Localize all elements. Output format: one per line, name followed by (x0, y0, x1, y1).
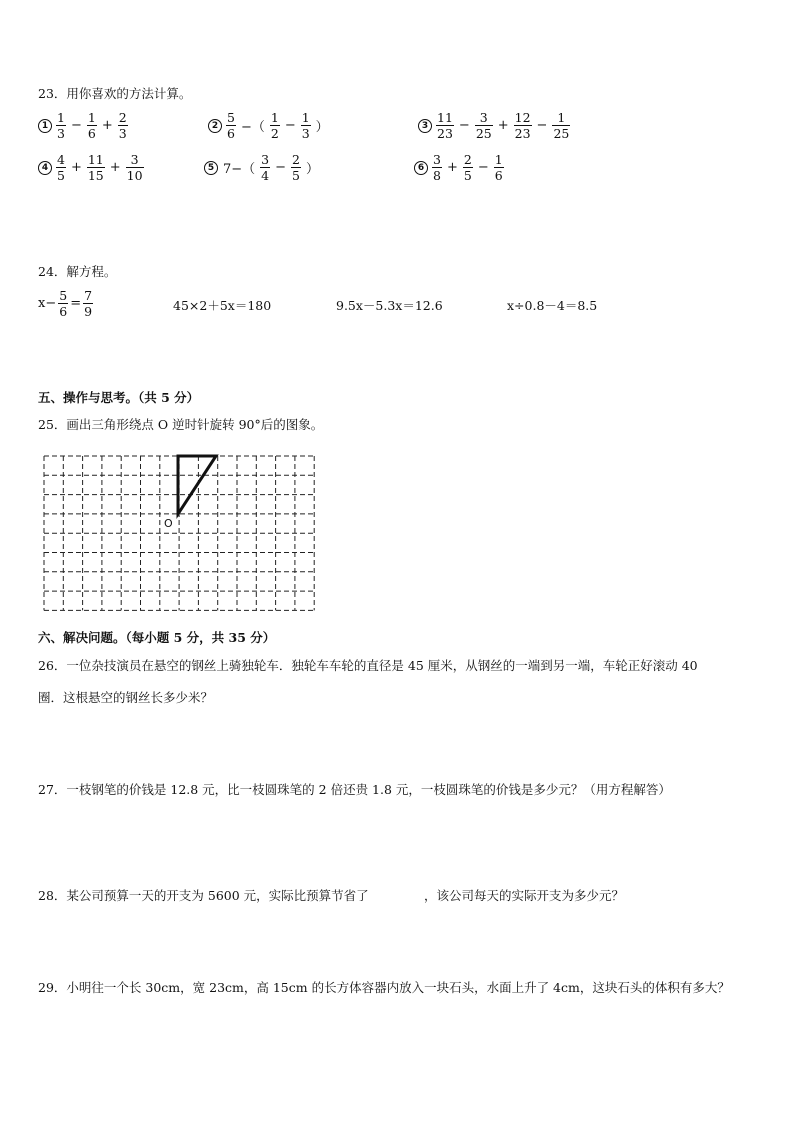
operator: ） (315, 120, 329, 135)
fraction-denominator: 25 (475, 126, 492, 141)
fraction-denominator: 25 (553, 126, 570, 141)
item-number-circle: 4 (38, 161, 52, 175)
operator: ） (305, 162, 319, 177)
q28-text-part-1: 28．某公司预算一天的开支为 5600 元，实际比预算节省了 (38, 888, 369, 903)
fraction (475, 110, 493, 141)
fraction (432, 152, 442, 183)
fraction-numerator: 3 (479, 110, 488, 125)
fraction (260, 152, 270, 183)
q23-item-3 (418, 110, 572, 141)
q24-equation-2: 45×2＋5x＝180 (173, 298, 272, 313)
operator: + (497, 118, 509, 133)
eq1-fraction-right (83, 288, 93, 319)
fraction (118, 110, 128, 141)
fraction-numerator: 1 (557, 110, 566, 125)
fraction-numerator: 1 (301, 110, 310, 125)
fraction (552, 110, 570, 141)
fraction-numerator: 3 (433, 152, 441, 167)
fraction-numerator: 3 (130, 152, 139, 167)
fraction-numerator: 5 (227, 110, 235, 125)
section-5-heading: 五、操作与思考。（共 5 分） (38, 390, 200, 405)
fraction-denominator: 3 (118, 126, 127, 141)
q25-title: 25．画出三角形绕点 O 逆时针旋转 90°后的图象。 (38, 417, 324, 432)
eq1-fraction-left (58, 288, 68, 319)
fraction-numerator: 11 (437, 110, 453, 125)
fraction-denominator: 9 (84, 304, 93, 319)
q26-line-2: 圈．这根悬空的钢丝长多少米？ (38, 690, 214, 705)
operator: − (458, 118, 470, 133)
operator: − (70, 118, 82, 133)
fraction-numerator: 1 (87, 110, 96, 125)
q24-title: 24．解方程。 (38, 264, 117, 279)
fraction-numerator: 4 (57, 152, 65, 167)
fraction-numerator: 1 (57, 110, 65, 125)
fraction-denominator: 5 (57, 168, 65, 183)
section-6-heading: 六、解决问题。（每小题 5 分，共 35 分） (38, 630, 276, 645)
point-o-label: O (164, 517, 173, 530)
fraction-numerator: 2 (292, 152, 300, 167)
fraction (56, 152, 66, 183)
fraction-denominator: 6 (59, 304, 68, 319)
item-number-circle: 1 (38, 119, 52, 133)
operator: −（ (240, 120, 265, 135)
fraction-denominator: 23 (437, 126, 453, 141)
triangle (178, 456, 216, 514)
operator: − (477, 160, 489, 175)
q23-item-1 (38, 110, 130, 141)
rotation-grid (40, 452, 318, 614)
fraction-denominator: 5 (292, 168, 300, 183)
fraction (436, 110, 454, 141)
fraction (226, 110, 236, 141)
q24-equation-1 (38, 288, 95, 319)
fraction-denominator: 2 (270, 126, 279, 141)
q23-title: 23．用你喜欢的方法计算。 (38, 86, 192, 101)
operator: + (101, 118, 113, 133)
operator: − (536, 118, 548, 133)
operator: 7−（ (223, 162, 256, 177)
fraction-denominator: 3 (301, 126, 310, 141)
fraction-denominator: 15 (87, 168, 104, 183)
fraction-denominator: 3 (57, 126, 65, 141)
fraction (56, 110, 66, 141)
q29-text: 29．小明往一个长 30cm，宽 23cm，高 15cm 的长方体容器内放入一块石头，水面上升了 4cm，这块石头的体积有多大？ (38, 980, 730, 995)
eq1-prefix: x− (38, 296, 57, 311)
q23-item-2 (208, 110, 332, 141)
fraction (291, 152, 301, 183)
q23-item-4 (38, 152, 146, 183)
fraction-denominator: 6 (494, 168, 503, 183)
operator: + (70, 160, 82, 175)
fraction-numerator: 2 (118, 110, 127, 125)
q28-text-part-2: ，该公司每天的实际开支为多少元？ (424, 888, 625, 903)
fraction-numerator: 3 (261, 152, 270, 167)
fraction-numerator: 1 (270, 110, 279, 125)
operator: − (284, 118, 296, 133)
fraction-numerator: 2 (463, 152, 472, 167)
operator: − (275, 160, 287, 175)
fraction-numerator: 12 (514, 110, 531, 125)
item-number-circle: 3 (418, 119, 432, 133)
q23-item-5 (204, 152, 322, 183)
fraction (270, 110, 280, 141)
fraction-denominator: 4 (261, 168, 270, 183)
q24-equation-4: x÷0.8－4＝8.5 (507, 298, 598, 313)
fraction-denominator: 10 (126, 168, 143, 183)
operator: + (446, 160, 458, 175)
q24-equation-3: 9.5x－5.3x＝12.6 (336, 298, 443, 313)
q26-line-1: 26．一位杂技演员在悬空的钢丝上骑独轮车．独轮车车轮的直径是 45 厘米，从钢丝的一端到另一端，车轮正好滚动 40 (38, 658, 698, 673)
fraction-denominator: 6 (227, 126, 235, 141)
fraction (87, 152, 105, 183)
eq1-equals: = (70, 296, 82, 311)
q23-item-6 (414, 152, 506, 183)
fraction-denominator: 6 (87, 126, 96, 141)
item-number-circle: 2 (208, 119, 222, 133)
fraction-numerator: 11 (87, 152, 104, 167)
fraction (126, 152, 144, 183)
fraction-denominator: 8 (433, 168, 441, 183)
fraction-denominator: 5 (463, 168, 472, 183)
item-number-circle: 6 (414, 161, 428, 175)
q27-text: 27．一枝钢笔的价钱是 12.8 元，比一枝圆珠笔的 2 倍还贵 1.8 元，一枝圆珠笔的价钱是多少元？（用方程解答） (38, 782, 671, 797)
fraction-denominator: 23 (514, 126, 531, 141)
fraction-numerator: 7 (84, 288, 93, 303)
fraction (301, 110, 311, 141)
fraction (514, 110, 532, 141)
fraction-numerator: 5 (59, 288, 68, 303)
operator: + (109, 160, 121, 175)
fraction (87, 110, 97, 141)
fraction (463, 152, 473, 183)
fraction-numerator: 1 (494, 152, 503, 167)
fraction (494, 152, 504, 183)
item-number-circle: 5 (204, 161, 218, 175)
